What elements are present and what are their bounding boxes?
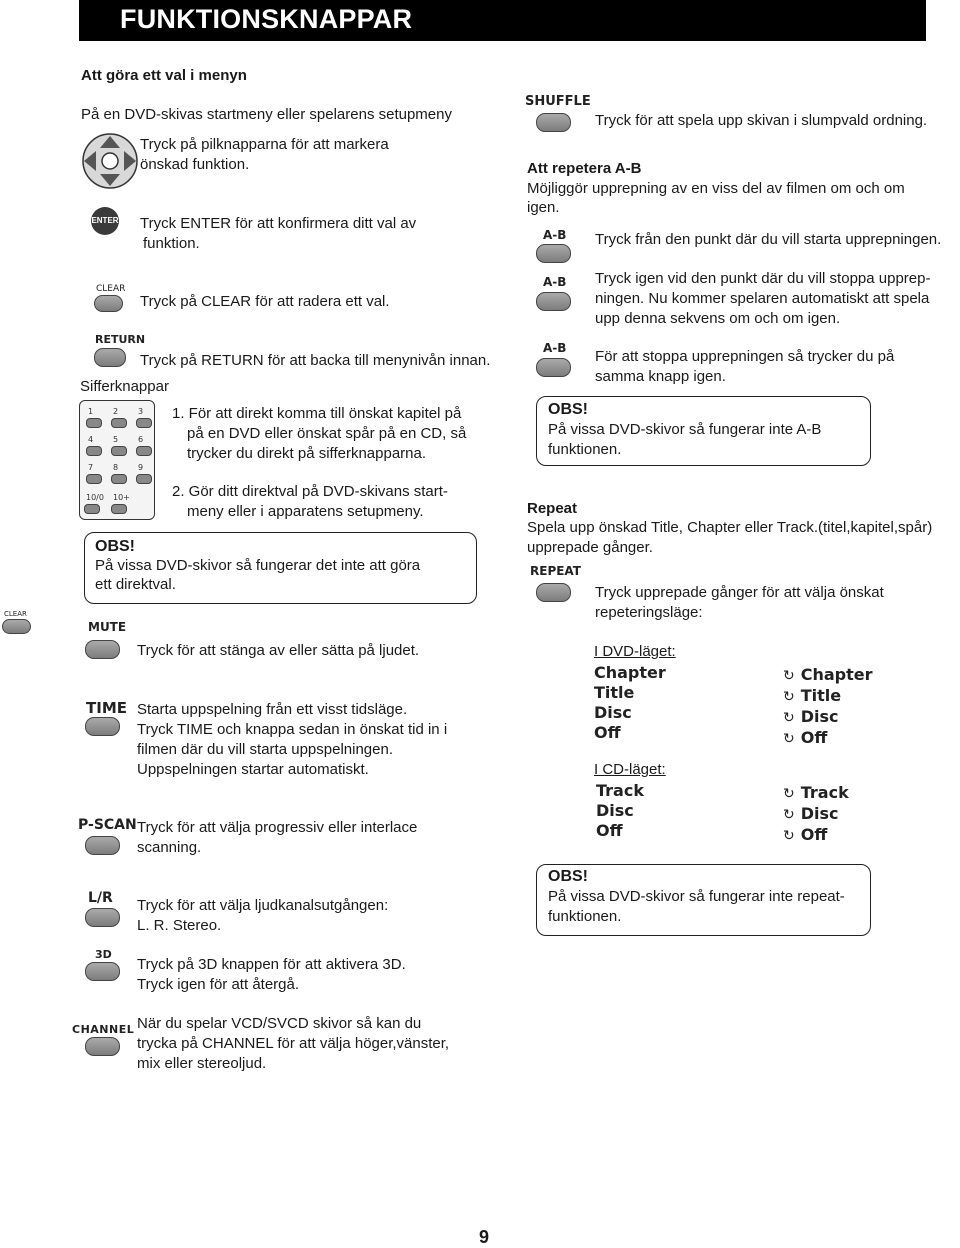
number-keypad (79, 400, 155, 520)
keypad-key-button (111, 504, 127, 514)
channel-label: CHANNEL (72, 1023, 135, 1036)
lr-label: L/R (88, 890, 113, 906)
step2-line-1: 2. Gör ditt direktval på DVD-skivans start- (172, 483, 448, 500)
time-button-icon (85, 717, 120, 736)
enter-button-icon: ENTER (91, 207, 119, 235)
keypad-key-label: 7 (88, 463, 94, 472)
keypad-key-label: 2 (113, 407, 119, 416)
arrow-keys-icon (80, 132, 140, 190)
arrows-text-2: önskad funktion. (140, 156, 250, 173)
pscan-line-2: scanning. (137, 839, 202, 856)
keypad-key-label: 3 (138, 407, 144, 416)
ab-button-icon-2 (536, 292, 571, 311)
ab-step-3-line-1: För att stoppa upprepningen så trycker du på (595, 348, 895, 365)
menu-heading: Att göra ett val i menyn (81, 67, 247, 84)
step1-line-3: trycker du direkt på sifferknapparna. (187, 445, 427, 462)
obs-title-direct: OBS! (95, 538, 135, 555)
keypad-key-button (86, 446, 102, 456)
page-number: 9 (479, 1227, 490, 1247)
repeat-loop-icon: ↻ (783, 668, 795, 684)
ab-label-2: A-B (543, 275, 567, 289)
dvd-loop-disc: Disc (800, 707, 839, 726)
repeat-button-icon (536, 583, 571, 602)
dvd-modes-loop-list (783, 665, 873, 749)
obs-title-ab: OBS! (548, 401, 588, 418)
cd-loop-disc: Disc (800, 804, 839, 823)
cd-modes-list (596, 781, 644, 841)
shuffle-button-icon (536, 113, 571, 132)
obs-line-2-repeat: funktionen. (548, 908, 622, 925)
lr-button-icon (85, 908, 120, 927)
ab-desc-2: igen. (527, 199, 560, 216)
enter-text-1: Tryck ENTER för att konfirmera ditt val av (140, 215, 417, 232)
channel-line-3: mix eller stereoljud. (137, 1055, 267, 1072)
repeat-loop-icon: ↻ (783, 807, 795, 823)
keypad-key-button (136, 474, 152, 484)
time-line-2: Tryck TIME och knappa sedan in önskat tid in i (137, 721, 448, 738)
keypad-key-label: 10+ (113, 493, 130, 502)
side-clear-button-icon (2, 619, 31, 634)
obs-title-repeat: OBS! (548, 868, 588, 885)
repeat-text-1: Tryck upprepade gånger för att välja önskat (595, 584, 884, 601)
repeat-loop-icon: ↻ (783, 710, 795, 726)
3d-line-2: Tryck igen för att återgå. (137, 976, 300, 993)
keypad-key-label: 6 (138, 435, 144, 444)
clear-button-icon (94, 295, 123, 312)
ab-label-3: A-B (543, 341, 567, 355)
digits-heading: Sifferknappar (80, 378, 169, 395)
clear-label: CLEAR (96, 284, 126, 294)
clear-text: Tryck på CLEAR för att radera ett val. (140, 293, 390, 310)
cd-loop-track: Track (800, 783, 849, 802)
channel-button-icon (85, 1037, 120, 1056)
keypad-key-button (111, 474, 127, 484)
time-line-1: Starta uppspelning från ett visst tidsläge. (137, 701, 408, 718)
channel-line-2: trycka på CHANNEL för att välja höger,vänster, (137, 1035, 450, 1052)
dvd-modes-list (594, 663, 666, 743)
keypad-key-button (84, 504, 100, 514)
shuffle-text: Tryck för att spela upp skivan i slumpvald ordning. (595, 112, 928, 129)
dvd-mode-off: Off (594, 723, 621, 742)
repeat-loop-icon: ↻ (783, 828, 795, 844)
step1-line-1: 1. För att direkt komma till önskat kapitel på (172, 405, 462, 422)
ab-step-2-line-1: Tryck igen vid den punkt där du vill stoppa upprep- (595, 270, 931, 287)
ab-step-2-line-2: ningen. Nu kommer spelaren automatiskt att spela (595, 290, 930, 307)
cd-mode-off: Off (596, 821, 623, 840)
keypad-key-label: 8 (113, 463, 119, 472)
cd-loop-off: Off (800, 825, 828, 844)
time-line-3: filmen där du vill starta uppspelningen. (137, 741, 393, 758)
keypad-key-button (136, 446, 152, 456)
keypad-key-button (86, 418, 102, 428)
3d-button-icon (85, 962, 120, 981)
shuffle-label: SHUFFLE (525, 94, 591, 109)
ab-desc-1: Möjliggör upprepning av en viss del av filmen om och om (527, 180, 905, 197)
lr-line-2: L. R. Stereo. (137, 917, 222, 934)
keypad-key-button (86, 474, 102, 484)
cd-modes-loop-list (783, 783, 849, 846)
page-title: FUNKTIONSKNAPPAR (120, 4, 413, 34)
dvd-mode-chapter: Chapter (594, 663, 666, 682)
cd-mode-heading: I CD-läget: (594, 761, 666, 778)
keypad-key-label: 1 (88, 407, 94, 416)
pscan-button-icon (85, 836, 120, 855)
keypad-key-button (111, 446, 127, 456)
ab-step-2-line-3: upp denna sekvens om och om igen. (595, 310, 841, 327)
keypad-key-label: 9 (138, 463, 144, 472)
step2-line-2: meny eller i apparatens setupmeny. (187, 503, 424, 520)
repeat-label: REPEAT (530, 564, 581, 578)
dvd-loop-title: Title (800, 686, 842, 705)
repeat-desc-1: Spela upp önskad Title, Chapter eller Track.(titel,kapitel,spår) (527, 519, 933, 536)
obs-line-1-repeat: På vissa DVD-skivor så fungerar inte repeat- (548, 888, 845, 905)
3d-label: 3D (95, 948, 112, 961)
repeat-loop-icon: ↻ (783, 786, 795, 802)
dvd-mode-title: Title (594, 683, 635, 702)
dvd-loop-chapter: Chapter (800, 665, 873, 684)
return-label: RETURN (95, 333, 146, 346)
mute-label: MUTE (88, 620, 127, 634)
ab-label-1: A-B (543, 228, 567, 242)
step1-line-2: på en DVD eller önskat spår på en CD, så (187, 425, 467, 442)
arrows-text-1: Tryck på pilknapparna för att markera (140, 136, 389, 153)
lr-line-1: Tryck för att välja ljudkanalsutgången: (137, 897, 389, 914)
dvd-mode-heading: I DVD-läget: (594, 643, 676, 660)
side-clear-label: CLEAR (4, 610, 27, 618)
ab-heading: Att repetera A-B (527, 160, 642, 177)
dvd-mode-disc: Disc (594, 703, 632, 722)
page-header-bar (79, 0, 926, 41)
obs-line-2-ab: funktionen. (548, 441, 622, 458)
keypad-key-label: 5 (113, 435, 119, 444)
3d-line-1: Tryck på 3D knappen för att aktivera 3D. (137, 956, 406, 973)
obs-line-2-direct: ett direktval. (95, 576, 176, 593)
keypad-key-label: 10/0 (86, 493, 104, 502)
cd-mode-disc: Disc (596, 801, 634, 820)
time-label: TIME (86, 699, 127, 717)
dvd-loop-off: Off (800, 728, 828, 747)
ab-step-1: Tryck från den punkt där du vill starta upprepningen. (595, 231, 942, 248)
keypad-key-label: 4 (88, 435, 94, 444)
return-button-icon (94, 348, 126, 367)
pscan-line-1: Tryck för att välja progressiv eller interlace (137, 819, 418, 836)
obs-line-1-direct: På vissa DVD-skivor så fungerar det inte att göra (95, 557, 421, 574)
obs-line-1-ab: På vissa DVD-skivor så fungerar inte A-B (548, 421, 822, 438)
repeat-loop-icon: ↻ (783, 689, 795, 705)
repeat-heading: Repeat (527, 500, 578, 517)
ab-step-3-line-2: samma knapp igen. (595, 368, 726, 385)
ab-button-icon-1 (536, 244, 571, 263)
return-text: Tryck på RETURN för att backa till menynivån innan. (140, 352, 491, 369)
time-line-4: Uppspelningen startar automatiskt. (137, 761, 369, 778)
repeat-text-2: repeteringsläge: (595, 604, 703, 621)
enter-text-2: funktion. (143, 235, 200, 252)
ab-button-icon-3 (536, 358, 571, 377)
pscan-label: P-SCAN (78, 817, 137, 833)
keypad-key-button (111, 418, 127, 428)
channel-line-1: När du spelar VCD/SVCD skivor så kan du (137, 1015, 422, 1032)
mute-text: Tryck för att stänga av eller sätta på ljudet. (137, 642, 420, 659)
cd-mode-track: Track (596, 781, 644, 800)
menu-intro: På en DVD-skivas startmeny eller spelarens setupmeny (81, 106, 452, 123)
repeat-desc-2: upprepade gånger. (527, 539, 653, 556)
keypad-key-button (136, 418, 152, 428)
mute-button-icon (85, 640, 120, 659)
repeat-loop-icon: ↻ (783, 731, 795, 747)
